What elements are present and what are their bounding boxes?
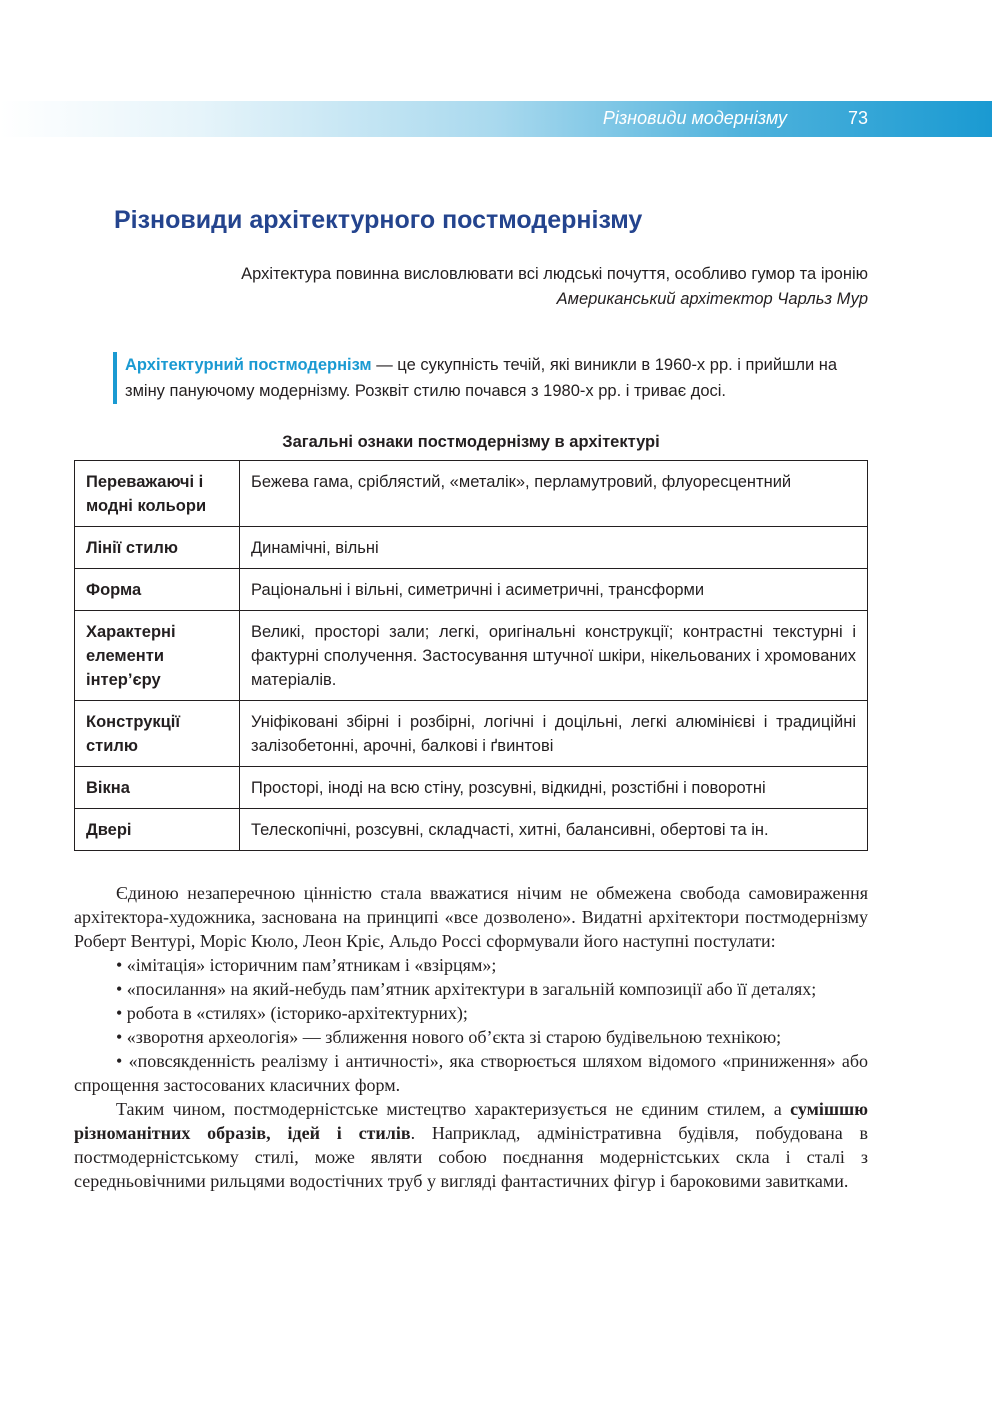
table-row [75, 809, 868, 851]
postulate-item: • «зворотня археологія» — зближення нового об’єкта зі старою будівельною технікою; [116, 1027, 782, 1047]
row-value: Раціональні і вільні, симетричні і асиметричні, трансформи [240, 569, 868, 611]
table-row [75, 611, 868, 701]
row-label: Двері [75, 809, 240, 851]
row-label: Вікна [75, 767, 240, 809]
table-row [75, 527, 868, 569]
table-caption: Загальні ознаки постмодернізму в архітектурі [282, 433, 660, 451]
running-header-title: Різновиди модернізму [602, 108, 787, 128]
body-text [74, 881, 868, 1193]
epigraph [241, 262, 868, 312]
row-value: Просторі, іноді на всю стіну, розсувні, відкидні, розстібні і поворотні [240, 767, 868, 809]
conclusion-start: Таким чином, постмодерністське мистецтво характеризується не єдиним стилем, а [116, 1099, 791, 1119]
table-row [75, 461, 868, 527]
row-value: Великі, просторі зали; легкі, оригінальні конструкції; контрастні текстурні і фактурні сполучення. Застосування штучної шкіри, нікельованих і хромованих матеріалів. [240, 611, 868, 701]
features-table [74, 460, 868, 851]
definition-text: — це сукупність течій, які виникли в 1960-х рр. і прийшли на зміну пануючому модернізму. Розквіт стилю почався з 1980-х рр. і триває досі. [125, 356, 838, 400]
row-label: Переважаючі і модні кольори [75, 461, 240, 527]
row-value: Уніфіковані збірні і розбірні, логічні і доцільні, легкі алюмінієві і традиційні залізобетонні, арочні, балкові і ґвинтові [240, 701, 868, 767]
intro-paragraph: Єдиною незаперечною цінністю стала вважатися нічим не обмежена свобода самовираження архітектора-художника, заснована на принципі «все дозволено». Видатні архітектори постмодернізму Роберт Вентурі, Моріс Кюло, Леон Кріє, Альдо Россі сформували його наступні постулати: [74, 883, 868, 951]
table-row [75, 767, 868, 809]
epigraph-author: Американський архітектор Чарльз Мур [556, 290, 868, 308]
definition-box [113, 352, 875, 404]
postulate-item: • «посилання» на який-небудь пам’ятник архітектури в загальній композиції або її деталях; [116, 979, 817, 999]
header-band [0, 101, 992, 137]
section-title: Різновиди архітектурного постмодернізму [114, 206, 643, 234]
row-label: Лінії стилю [75, 527, 240, 569]
conclusion-paragraph [74, 1097, 868, 1193]
postulate-item: • «повсякденність реалізму і античності», яка створюється шляхом відомого «приниження» або спрощення застосованих класичних форм. [74, 1051, 868, 1095]
epigraph-quote: Архітектура повинна висловлювати всі людські почуття, особливо гумор та іронію [241, 265, 868, 283]
row-value: Бежева гама, сріблястий, «металік», перламутровий, флуоресцентний [240, 461, 868, 527]
table-row [75, 569, 868, 611]
conclusion-end: . Наприклад, адміністративна будівля, побудована в постмодерністському стилі, може являти собою поєднання модерністських скла і сталі з середньовічними рильцями водостічних труб у вигляді фантастичних фігур і бароковими завитками. [74, 1123, 869, 1191]
postulate-item: • «імітація» історичним пам’ятникам і «взірцям»; [116, 955, 497, 975]
row-value: Динамічні, вільні [240, 527, 868, 569]
row-label: Форма [75, 569, 240, 611]
page-number: 73 [847, 108, 868, 128]
row-value: Телескопічні, розсувні, складчасті, хитні, балансивні, обертові та ін. [240, 809, 868, 851]
postulate-item: • робота в «стилях» (історико-архітектурних); [116, 1003, 468, 1023]
table-row [75, 701, 868, 767]
conclusion-emphasis: сумішшю різноманітних образів, ідей і стилів [74, 1099, 868, 1143]
row-label: Характерні елементи інтер’єру [75, 611, 240, 701]
definition-term: Архітектурний постмодернізм [125, 356, 372, 374]
row-label: Конструкції стилю [75, 701, 240, 767]
